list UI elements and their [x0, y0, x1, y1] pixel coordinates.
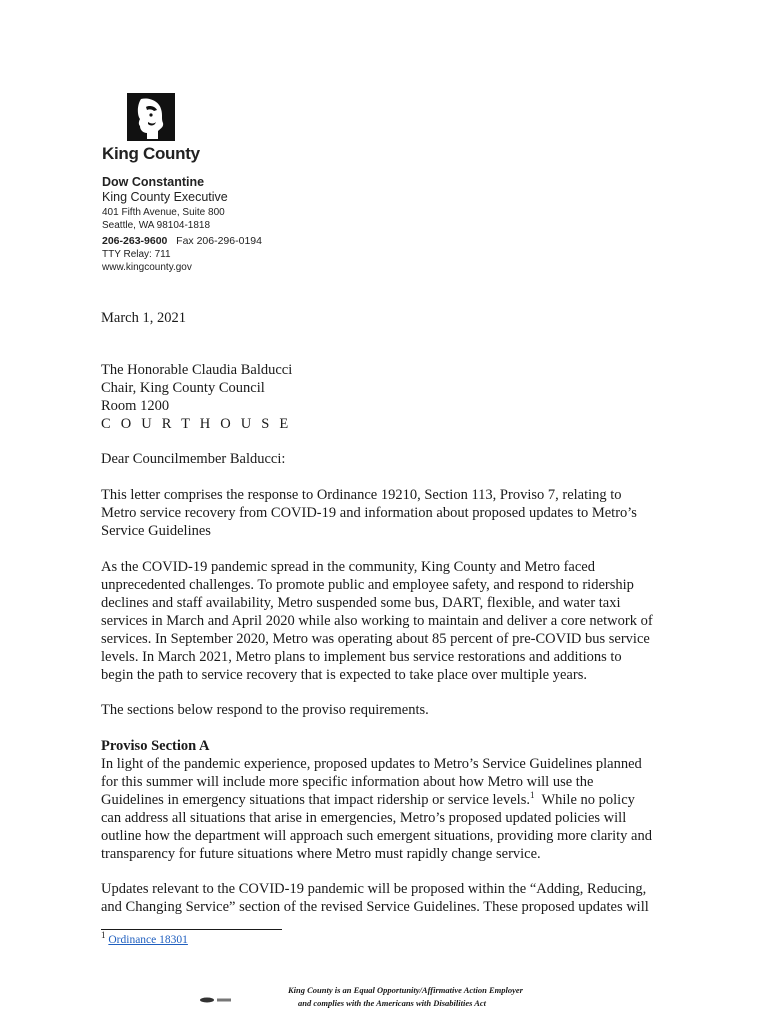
website-link[interactable]: www.kingcounty.gov — [102, 262, 192, 273]
section-heading: Proviso Section A — [101, 738, 210, 754]
paragraph-line: services in March and April 2020 while also working to maintain and deliver a core network of — [101, 613, 653, 629]
paragraph-line: outline how the department will approach such emergent situations, providing more clarity and — [101, 828, 652, 844]
footnote-link[interactable]: Ordinance 18301 — [108, 934, 188, 946]
paragraph-line: Updates relevant to the COVID-19 pandemic will be proposed within the “Adding, Reducing, — [101, 881, 647, 897]
paragraph-text: Guidelines in emergency situations that impact ridership or service levels. — [101, 792, 530, 808]
recipient-line: The Honorable Claudia Balducci — [101, 362, 293, 378]
paragraph-line: begin the path to service recovery that is expected to take place over multiple years. — [101, 667, 587, 683]
salutation: Dear Councilmember Balducci: — [101, 451, 286, 467]
paragraph-line: levels. In March 2021, Metro plans to implement bus service restorations and additions to — [101, 649, 622, 665]
paragraph-line: The sections below respond to the proviso requirements. — [101, 702, 429, 718]
paragraph-line: can address all situations that arise in emergencies, Metro’s proposed updated policies will — [101, 810, 627, 826]
paragraph-line: for this summer will include more specific information about how Metro will use the — [101, 774, 594, 790]
footnote-reference[interactable]: 1 — [529, 790, 535, 801]
paragraph-text: While no policy — [534, 792, 635, 808]
paragraph-line: This letter comprises the response to Ordinance 19210, Section 113, Proviso 7, relating to — [101, 487, 622, 503]
footer-logo-icon — [199, 996, 233, 1004]
footnote-number: 1 — [101, 930, 106, 941]
paragraph-line: As the COVID-19 pandemic spread in the community, King County and Metro faced — [101, 559, 595, 575]
footer-ada-line: and complies with the Americans with Disabilities Act — [298, 998, 487, 1008]
phone-number: 206-263-9600 — [102, 235, 168, 247]
paragraph-line-with-footnote — [101, 791, 635, 809]
paragraph-line: unprecedented challenges. To promote public and employee safety, and respond to ridership — [101, 577, 634, 593]
fax-number: Fax 206-296-0194 — [176, 235, 262, 247]
recipient-line: Chair, King County Council — [101, 380, 265, 396]
executive-title: King County Executive — [102, 190, 228, 204]
footnote — [101, 930, 188, 946]
footer-eeo-line: King County is an Equal Opportunity/Affirmative Action Employer — [288, 985, 523, 995]
paragraph-line: In light of the pandemic experience, proposed updates to Metro’s Service Guidelines planned — [101, 756, 642, 772]
tty-relay: TTY Relay: 711 — [102, 249, 171, 260]
footnote-divider — [101, 929, 282, 930]
phone-fax-line — [102, 235, 262, 247]
paragraph-line: declines and staff availability, Metro suspended some bus, DART, flexible, and water taxi — [101, 595, 621, 611]
paragraph-line: and Changing Service” section of the revised Service Guidelines. These proposed updates will — [101, 899, 649, 915]
address-line-1: 401 Fifth Avenue, Suite 800 — [102, 207, 225, 218]
letter-date: March 1, 2021 — [101, 310, 186, 326]
paragraph-line: transparency for future situations where Metro must rapidly change service. — [101, 846, 541, 862]
organization-name: King County — [102, 144, 200, 163]
king-county-logo-icon — [127, 93, 175, 141]
paragraph-line: services. In September 2020, Metro was operating about 85 percent of pre-COVID bus service — [101, 631, 650, 647]
address-line-2: Seattle, WA 98104-1818 — [102, 220, 211, 231]
paragraph-line: Service Guidelines — [101, 523, 211, 539]
recipient-line: C O U R T H O U S E — [101, 416, 292, 432]
paragraph-line: Metro service recovery from COVID-19 and information about proposed updates to Metro’s — [101, 505, 637, 521]
recipient-line: Room 1200 — [101, 398, 170, 414]
executive-name: Dow Constantine — [102, 175, 205, 189]
